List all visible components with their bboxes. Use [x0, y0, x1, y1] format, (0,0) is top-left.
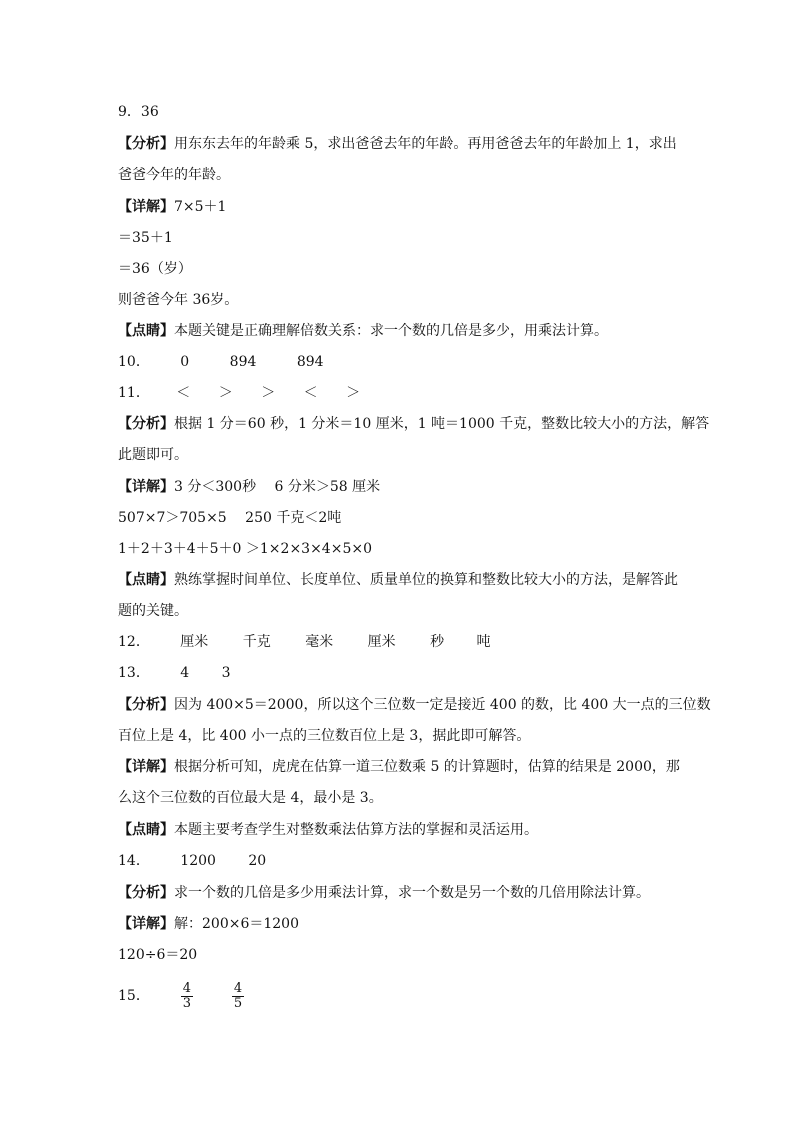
q11-analysis-text1: 根据 1 分＝60 秒，1 分米＝10 厘米，1 吨＝1000 千克，整数比较大小的方法，解答	[174, 416, 710, 432]
q11-detail-text2: 507×7＞705×5 250 千克＜2吨	[118, 510, 342, 526]
q13-detail-line2	[118, 788, 383, 808]
q11-detail-text3: 1＋2＋3＋4＋5＋0 ＞1×2×3×4×5×0	[118, 541, 372, 557]
q12-answer-5: 秒	[430, 634, 445, 650]
q9-detail-text4: 则爸爸今年 36岁。	[118, 292, 239, 308]
detail-tag: 【详解】	[118, 759, 174, 775]
detail-tag: 【详解】	[118, 479, 174, 495]
q12-number: 12．	[118, 634, 150, 650]
q13-answer-1: 4	[180, 665, 190, 681]
q10-answer-2: 894	[229, 354, 257, 370]
fraction-denominator: 5	[233, 995, 243, 1011]
q12-answer-6: 吨	[476, 634, 491, 650]
analysis-tag: 【分析】	[118, 136, 174, 152]
q12-answer-1: 厘米	[180, 634, 209, 650]
q13-detail-text2: 么这个三位数的百位最大是 4，最小是 3。	[118, 790, 383, 806]
q13-comment-text: 本题主要考查学生对整数乘法估算方法的掌握和灵活运用。	[174, 822, 538, 838]
q14-analysis-text: 求一个数的几倍是多少用乘法计算，求一个数是另一个数的几倍用除法计算。	[174, 885, 650, 901]
comment-tag: 【点睛】	[118, 323, 174, 339]
comment-tag: 【点睛】	[118, 822, 174, 838]
q14-detail-text1: 解：200×6＝1200	[174, 916, 299, 932]
q13-analysis-line1	[118, 695, 711, 715]
analysis-tag: 【分析】	[118, 416, 174, 432]
detail-tag: 【详解】	[118, 199, 174, 215]
q11-answer-1: ＜	[176, 385, 191, 401]
q13-number: 13．	[118, 665, 150, 681]
q9-answer	[118, 102, 159, 122]
detail-tag: 【详解】	[118, 916, 174, 932]
q13-analysis-text2: 百位上是 4，比 400 小一点的三位数百位上是 3，据此即可解答。	[118, 728, 531, 744]
q11-answer-2: ＞	[218, 385, 233, 401]
q11-answer-row	[118, 383, 360, 403]
q9-analysis-text1: 用东东去年的年龄乘 5，求出爸爸去年的年龄。再用爸爸去年的年龄加上 1，求出	[174, 136, 677, 152]
q9-detail-line4	[118, 290, 238, 310]
q15-answer-row	[118, 976, 244, 1016]
q15-fraction-2	[232, 982, 244, 1011]
q11-detail-line1	[118, 477, 380, 497]
q9-detail-line3	[118, 259, 192, 279]
fraction-numerator: 4	[182, 980, 192, 996]
comment-tag: 【点睛】	[118, 572, 174, 588]
q15-number: 15．	[118, 988, 150, 1004]
fraction-denominator: 3	[182, 995, 192, 1011]
q9-detail-text2: ＝35＋1	[118, 230, 173, 246]
q14-answer-1: 1200	[180, 853, 216, 869]
analysis-tag: 【分析】	[118, 885, 174, 901]
q9-detail-text3: ＝36（岁）	[118, 261, 192, 277]
q14-number: 14．	[118, 853, 150, 869]
q9-analysis-line1	[118, 134, 677, 154]
q11-comment-line1	[118, 570, 678, 590]
fraction-numerator: 4	[233, 980, 243, 996]
q11-comment-text1: 熟练掌握时间单位、长度单位、质量单位的换算和整数比较大小的方法，是解答此	[174, 572, 678, 588]
q12-answer-2: 千克	[242, 634, 271, 650]
q13-detail-text1: 根据分析可知，虎虎在估算一道三位数乘 5 的计算题时，估算的结果是 2000，那	[174, 759, 680, 775]
q10-answer-row	[118, 352, 324, 372]
q11-analysis-line2	[118, 445, 188, 465]
q14-detail-line1	[118, 914, 299, 934]
q13-analysis-text1: 因为 400×5＝2000，所以这个三位数一定是接近 400 的数，比 400 大一点的三位数	[174, 697, 711, 713]
q12-answer-3: 毫米	[305, 634, 334, 650]
q10-number: 10．	[118, 354, 150, 370]
q11-comment-text2: 题的关键。	[118, 603, 188, 619]
q12-answer-row	[118, 632, 491, 652]
q11-answer-5: ＞	[346, 385, 361, 401]
q14-answer-row	[118, 851, 266, 871]
q12-answer-4: 厘米	[367, 634, 396, 650]
q11-answer-3: ＞	[261, 385, 276, 401]
q14-detail-text2: 120÷6＝20	[118, 947, 198, 963]
q14-detail-line2	[118, 945, 197, 965]
q14-analysis	[118, 883, 650, 903]
q14-answer-2: 20	[248, 853, 267, 869]
q9-detail-line2	[118, 228, 173, 248]
q9-comment-text: 本题关键是正确理解倍数关系：求一个数的几倍是多少，用乘法计算。	[174, 323, 608, 339]
q13-comment	[118, 820, 538, 840]
q11-detail-line2	[118, 508, 341, 528]
q10-answer-1: 0	[180, 354, 190, 370]
q11-detail-line3	[118, 539, 372, 559]
q9-detail-line1	[118, 197, 226, 217]
q9-comment	[118, 321, 608, 341]
q15-fraction-1	[181, 982, 193, 1011]
q11-comment-line2	[118, 601, 188, 621]
q13-analysis-line2	[118, 726, 530, 746]
q13-detail-line1	[118, 757, 680, 777]
q11-analysis-text2: 此题即可。	[118, 447, 188, 463]
q10-answer-3: 894	[296, 354, 324, 370]
q9-analysis-text2: 爸爸今年的年龄。	[118, 167, 230, 183]
q9-detail-text1: 7×5＋1	[174, 199, 227, 215]
q9-analysis-line2	[118, 165, 230, 185]
q13-answer-2: 3	[221, 665, 231, 681]
q11-detail-text1: 3 分＜300秒 6 分米＞58 厘米	[174, 479, 381, 495]
q13-answer-row	[118, 663, 231, 683]
q11-number: 11．	[118, 385, 150, 401]
q11-answer-4: ＜	[303, 385, 318, 401]
analysis-tag: 【分析】	[118, 697, 174, 713]
q9-answer-text: 9．36	[118, 104, 159, 120]
q11-analysis-line1	[118, 414, 709, 434]
